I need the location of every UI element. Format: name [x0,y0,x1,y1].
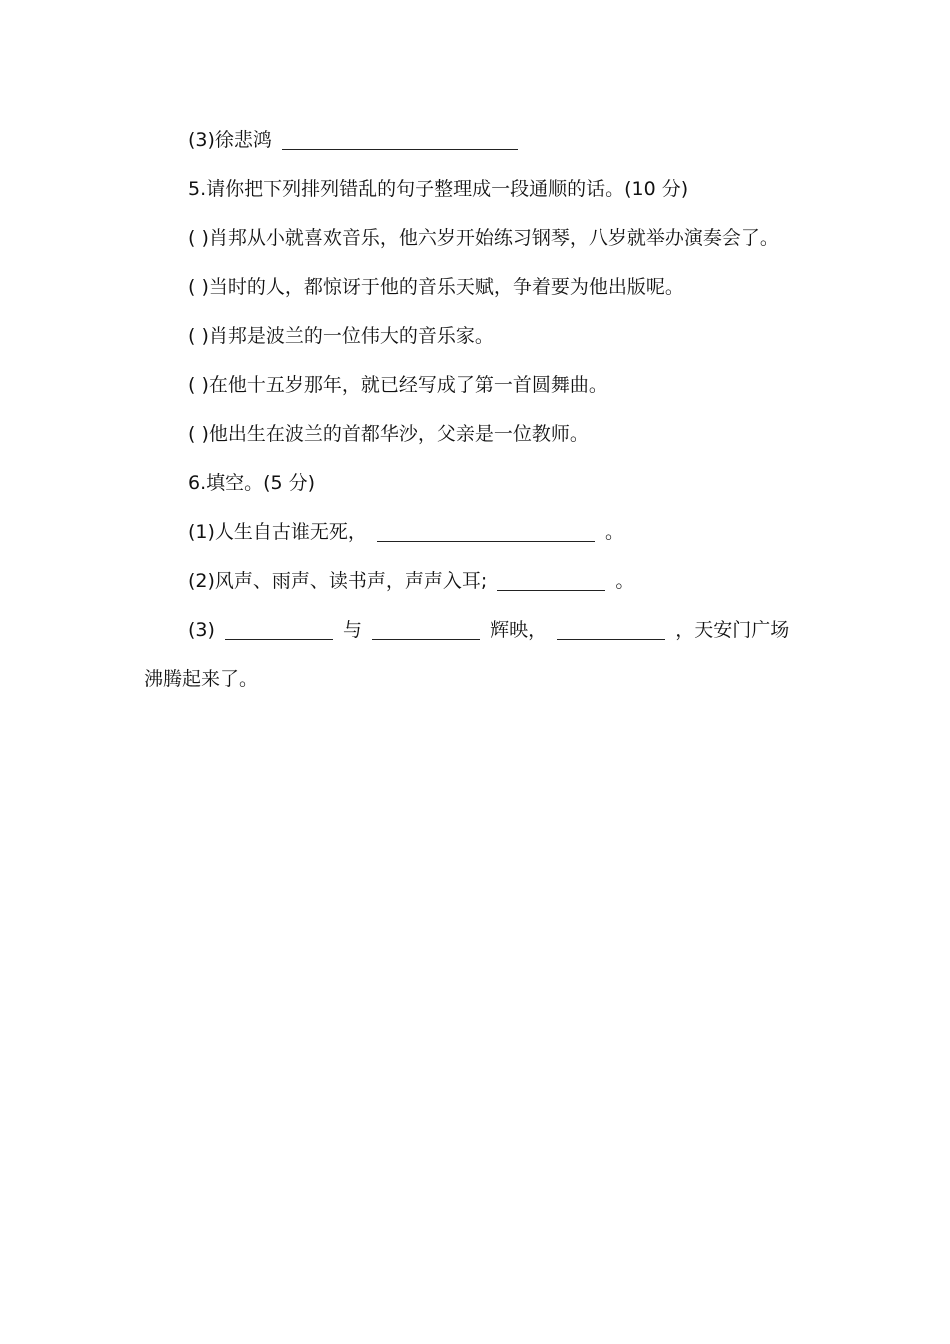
document-content [144,116,808,704]
question-5-title: 5.请你把下列排列错乱的句子整理成一段通顺的话。(10 分) [188,178,689,200]
answer-blank[interactable] [372,617,480,640]
question-6-item-1 [144,508,808,557]
question-5-sentence-3: ( )肖邦是波兰的一位伟大的音乐家。 [188,325,494,347]
answer-blank[interactable] [282,127,518,150]
question-6-title: 6.填空。(5 分) [188,472,316,494]
answer-blank[interactable] [497,568,605,591]
question-6-item-3-suffix: ，天安门广场沸腾起来了。 [144,619,790,690]
question-6-item-3-prefix: (3) [188,619,215,641]
answer-blank[interactable] [557,617,665,640]
question-6-item-1-prefix: (1)人生自古谁无死， [188,521,367,543]
question-5-sentence-1: ( )肖邦从小就喜欢音乐，他六岁开始练习钢琴，八岁就举办演奏会了。 [188,227,779,249]
question-5-sentence-5: ( )他出生在波兰的首都华沙，父亲是一位教师。 [188,423,589,445]
answer-blank[interactable] [225,617,333,640]
question-6-item-2-suffix: 。 [615,570,635,592]
question-6-item-3 [144,606,808,704]
question-6-item-1-suffix: 。 [605,521,625,543]
question-5-sentence-2: ( )当时的人，都惊讶于他的音乐天赋，争着要为他出版呢。 [188,276,684,298]
answer-blank[interactable] [377,519,595,542]
question-6-item-2-prefix: (2)风声、雨声、读书声，声声入耳; [188,570,488,592]
question-6-item-3-mid-1: 与 [343,619,363,641]
question-5-sentence-4: ( )在他十五岁那年，就已经写成了第一首圆舞曲。 [188,374,608,396]
question-4-item-3-label: (3)徐悲鸿 [188,129,272,151]
question-6-item-3-mid-2: 辉映， [490,619,548,641]
question-6-item-2 [144,557,808,606]
question-4-item-3 [144,116,808,165]
